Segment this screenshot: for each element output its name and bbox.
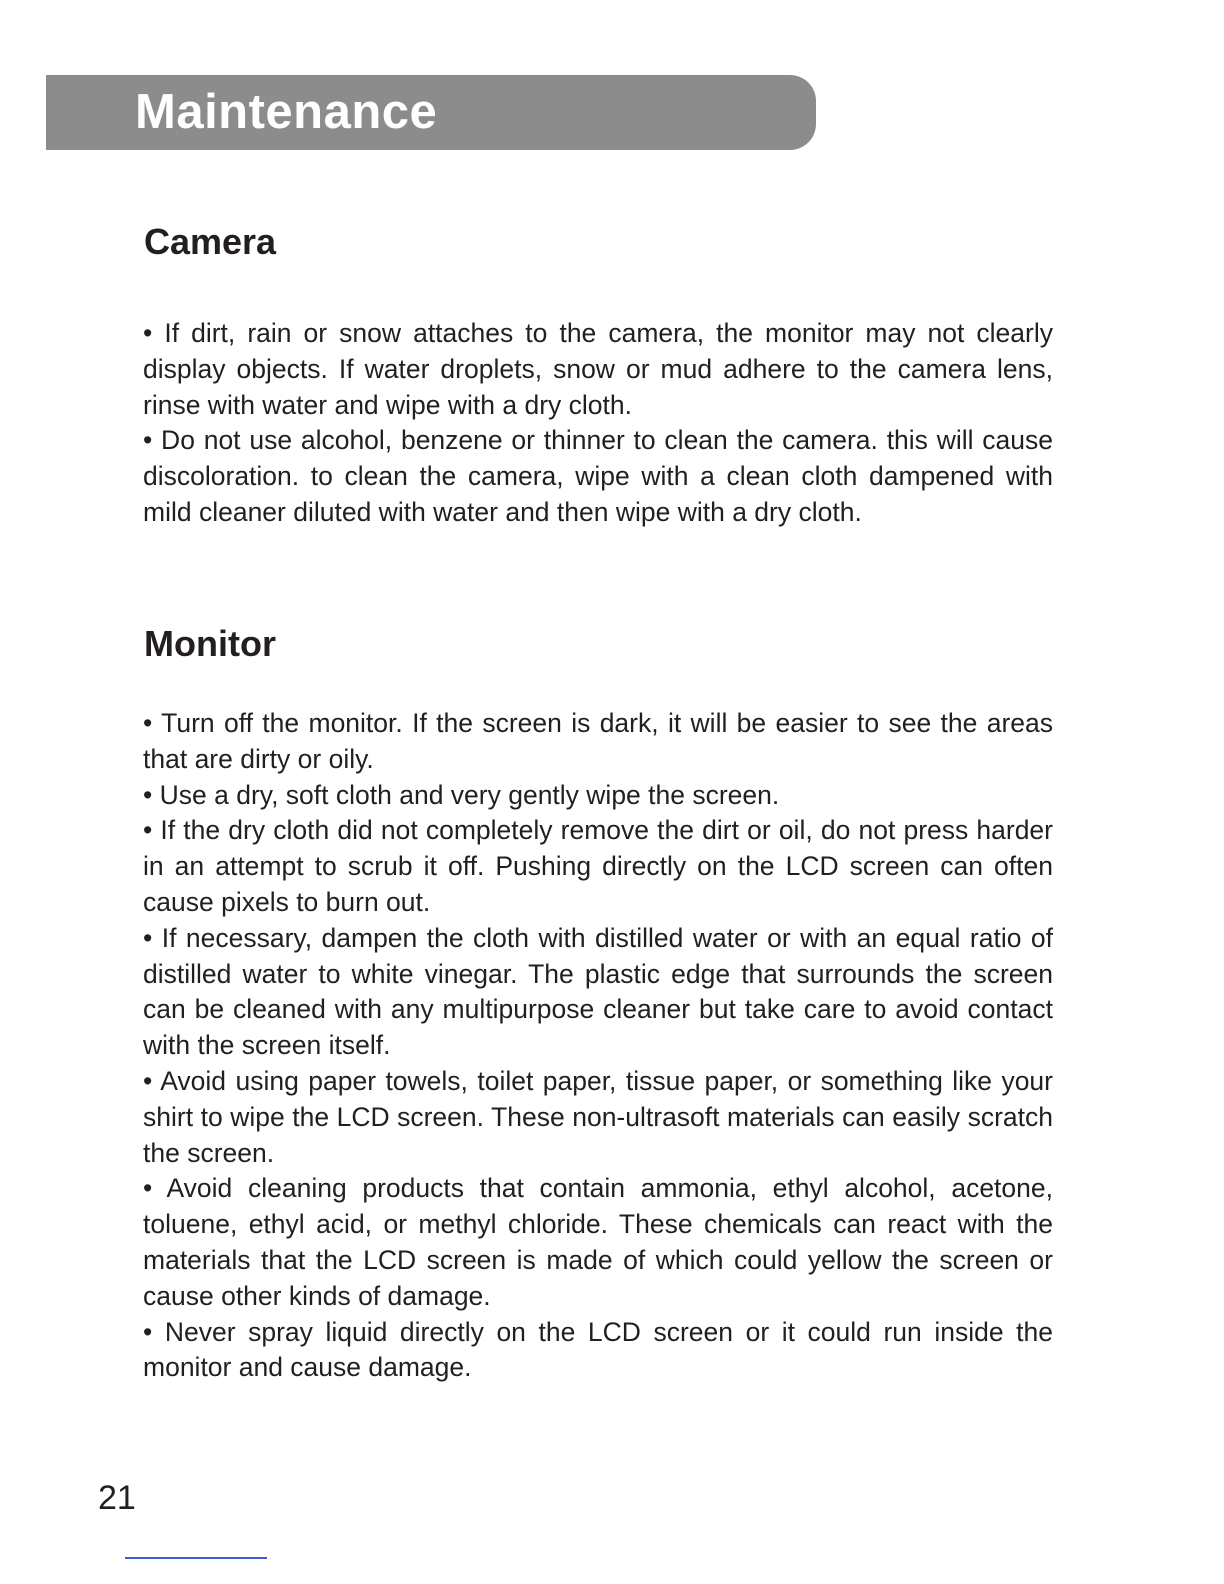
page-number: 21 (98, 1479, 136, 1517)
monitor-item: • Never spray liquid directly on the LCD screen or it could run inside the monitor and cause damage. (143, 1316, 1053, 1383)
section-header-bar (46, 75, 816, 150)
camera-section-title: Camera (144, 221, 277, 262)
monitor-item: • If necessary, dampen the cloth with distilled water or with an equal ratio of distilled water to white vinegar. The plastic edge that surrounds the screen can be cleaned with any multipurpose cleaner but take care to avoid contact with the screen itself. (143, 922, 1053, 1061)
camera-item: • Do not use alcohol, benzene or thinner to clean the camera. this will cause discoloration. to clean the camera, wipe with a clean cloth dampened with mild cleaner diluted with water and then wipe with a dry cloth. (143, 425, 1053, 527)
monitor-item: • If the dry cloth did not completely remove the dirt or oil, do not press harder in an attempt to scrub it off. Pushing directly on the LCD screen can often cause pixels to burn out. (143, 815, 1053, 917)
monitor-item: • Avoid cleaning products that contain ammonia, ethyl alcohol, acetone, toluene, ethyl acid, or methyl chloride. These chemicals can react with the materials that the LCD screen is made of which could yellow the screen or cause other kinds of damage. (143, 1173, 1053, 1311)
page-title: Maintenance (135, 85, 438, 139)
monitor-section-content (143, 706, 1053, 1386)
camera-item: • If dirt, rain or snow attaches to the camera, the monitor may not clearly display objects. If water droplets, snow or mud adhere to the camera lens, rinse with water and wipe with a dry cloth. (143, 318, 1053, 420)
monitor-item: • Turn off the monitor. If the screen is dark, it will be easier to see the areas that are dirty or oily. (143, 708, 1053, 774)
monitor-section-title: Monitor (144, 623, 276, 664)
footer-rule (125, 1557, 267, 1559)
monitor-item: • Avoid using paper towels, toilet paper, tissue paper, or something like your shirt to wipe the LCD screen. These non-ultrasoft materials can easily scratch the screen. (143, 1065, 1053, 1168)
monitor-item: • Use a dry, soft cloth and very gently wipe the screen. (143, 779, 780, 810)
camera-section-content (143, 316, 1053, 531)
